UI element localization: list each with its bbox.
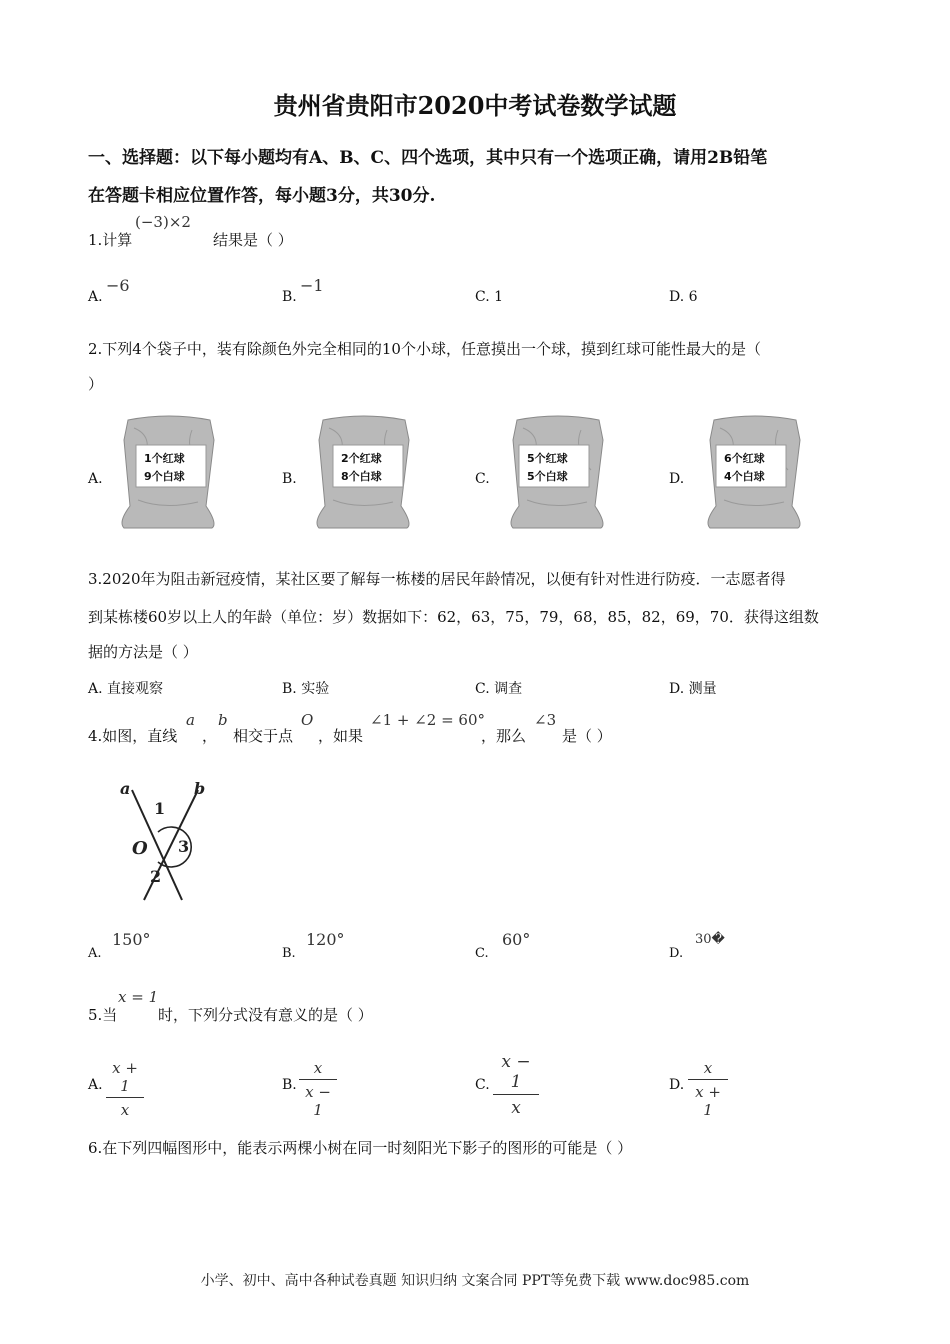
q5-option-d-letter: D. (669, 1077, 685, 1093)
q2-bag-c-image (503, 410, 613, 532)
q2-option-d-letter: D. (669, 471, 685, 487)
q5-option-c-denominator: x (511, 1098, 521, 1118)
q2-bag-d-image (700, 410, 810, 532)
q2-bag-b-red-label: 2个红球 (341, 452, 382, 465)
q2-bag-a-white-label: 9个白球 (144, 470, 185, 483)
q3-option-c (475, 678, 522, 698)
q1-option-c-value: 1 (494, 289, 504, 305)
q4-option-c-value: 60° (502, 930, 531, 949)
q5-option-c-letter: C. (475, 1077, 490, 1093)
q6-text: 6.在下列四幅图形中，能表示两棵小树在同一时刻阳光下影子的图形的可能是（ ） (88, 1139, 633, 1157)
q4-figure-label-a: a (120, 779, 131, 798)
q4-figure-point-o: O (132, 838, 148, 859)
q1-suffix: 结果是（ ） (213, 231, 293, 249)
q1-option-d-letter: D. (669, 289, 685, 305)
q1-option-c (475, 289, 503, 305)
q4-option-d-value: 30� (695, 932, 725, 947)
q2-option-c-letter: C. (475, 471, 490, 487)
q1-option-d (669, 289, 698, 305)
q4-figure-label-b: b (194, 779, 206, 798)
q5-text-2: 时，下列分式没有意义的是（ ） (158, 1006, 373, 1024)
q1-option-b-value: −1 (300, 276, 324, 295)
q3-option-a-value: 直接观察 (107, 681, 164, 697)
section-heading-line1: 一、选择题：以下每小题均有A、B、C、四个选项，其中只有一个选项正确，请用2B铅笔 (88, 148, 768, 168)
q2-bag-d-red-label: 6个红球 (724, 452, 765, 465)
q2-option-a-letter: A. (88, 471, 103, 487)
q3-option-a (88, 678, 163, 698)
q4-text-4: ，那么 (481, 727, 527, 745)
q4-point-o: O (301, 711, 314, 729)
q2-bag-a-image (114, 410, 224, 532)
q4-option-a-letter: A. (88, 946, 102, 961)
q2-bag-b-white-label: 8个白球 (341, 470, 382, 483)
q4-option-d-letter: D. (669, 946, 684, 961)
q3-option-d-value: 测量 (688, 681, 717, 697)
q4-figure-angle-3: 3 (178, 837, 190, 856)
q4-line-b: b (218, 711, 228, 729)
q5-option-a-denominator: x (120, 1101, 130, 1119)
q5-text-1: 5.当 (88, 1006, 118, 1024)
q1-option-a-value: −6 (106, 276, 130, 295)
page-footer: 小学、初中、高中各种试卷真题 知识归纳 文案合同 PPT等免费下载 www.doc985.com (200, 1273, 750, 1289)
q4-option-a-value: 150° (112, 930, 151, 949)
q2-text-line1: 2.下列4个袋子中，装有除颜色外完全相同的10个小球，任意摸出一个球，摸到红球可能性最大的是（ (88, 340, 761, 358)
q3-text-line2: 到某栋楼60岁以上人的年龄（单位：岁）数据如下：62，63，75，79，68，85，82，69，70．获得这组数 (88, 608, 819, 626)
q5-option-b-letter: B. (282, 1077, 297, 1093)
q3-option-b-letter: B. (282, 681, 297, 697)
q3-option-c-value: 调查 (494, 681, 523, 697)
q1-option-c-letter: C. (475, 289, 490, 305)
q1-expression: (−3)×2 (135, 213, 191, 231)
q4-angle-3: ∠3 (534, 711, 557, 729)
q2-bag-a-red-label: 1个红球 (144, 452, 185, 465)
q3-option-d-letter: D. (669, 681, 685, 697)
q2-option-b-letter: B. (282, 471, 297, 487)
q5-option-c-fraction (493, 1052, 539, 1118)
q4-option-b-letter: B. (282, 946, 296, 961)
q5-option-b-denominator: x − 1 (305, 1083, 331, 1119)
q4-text-3: ，如果 (318, 727, 364, 745)
q5-option-d-fraction (688, 1059, 728, 1119)
q3-option-b-value: 实验 (301, 681, 330, 697)
q5-option-b-numerator: x (299, 1059, 337, 1080)
q5-option-c-numerator: x − 1 (493, 1052, 539, 1095)
q5-option-a-letter: A. (88, 1077, 103, 1093)
q4-figure-angle-1: 1 (154, 799, 166, 818)
q2-bag-c-red-label: 5个红球 (527, 452, 568, 465)
q5-option-d-numerator: x (688, 1059, 728, 1080)
q1-option-a-letter: A. (88, 289, 103, 305)
q4-text-1: 4.如图，直线 (88, 727, 178, 745)
q4-figure-angle-2: 2 (150, 867, 162, 886)
q3-text-line3: 据的方法是（ ） (88, 643, 198, 661)
q5-option-b-fraction (299, 1059, 337, 1119)
q3-option-c-letter: C. (475, 681, 490, 697)
q5-option-d-denominator: x + 1 (695, 1083, 721, 1119)
q4-comma: ， (202, 727, 218, 745)
q1-option-b-letter: B. (282, 289, 297, 305)
q5-option-a-numerator: x + 1 (106, 1059, 144, 1098)
q2-bag-d-white-label: 4个白球 (724, 470, 765, 483)
q4-intersecting-lines-figure (110, 776, 220, 906)
q2-text-line2: ） (88, 375, 104, 393)
q4-condition: ∠1 + ∠2 = 60° (370, 711, 486, 729)
q4-line-a: a (186, 711, 195, 729)
q3-option-b (282, 678, 329, 698)
q4-option-b-value: 120° (306, 930, 345, 949)
q5-condition: x = 1 (118, 988, 159, 1006)
q2-bag-b-image (309, 410, 419, 532)
q5-option-a-fraction (106, 1059, 144, 1119)
q4-option-c-letter: C. (475, 946, 489, 961)
q3-option-d (669, 678, 717, 698)
q2-bag-c-white-label: 5个白球 (527, 470, 568, 483)
section-heading-line2: 在答题卡相应位置作答，每小题3分，共30分. (88, 186, 436, 206)
q4-text-2: 相交于点 (233, 727, 294, 745)
q3-option-a-letter: A. (88, 681, 103, 697)
q1-prefix: 1.计算 (88, 231, 133, 249)
q1-option-d-value: 6 (688, 289, 698, 305)
q4-text-5: 是（ ） (562, 727, 612, 745)
page-title: 贵州省贵阳市2020中考试卷数学试题 (273, 91, 677, 120)
q3-text-line1: 3.2020年为阻击新冠疫情，某社区要了解每一栋楼的居民年龄情况，以便有针对性进行防疫．一志愿者得 (88, 570, 786, 588)
